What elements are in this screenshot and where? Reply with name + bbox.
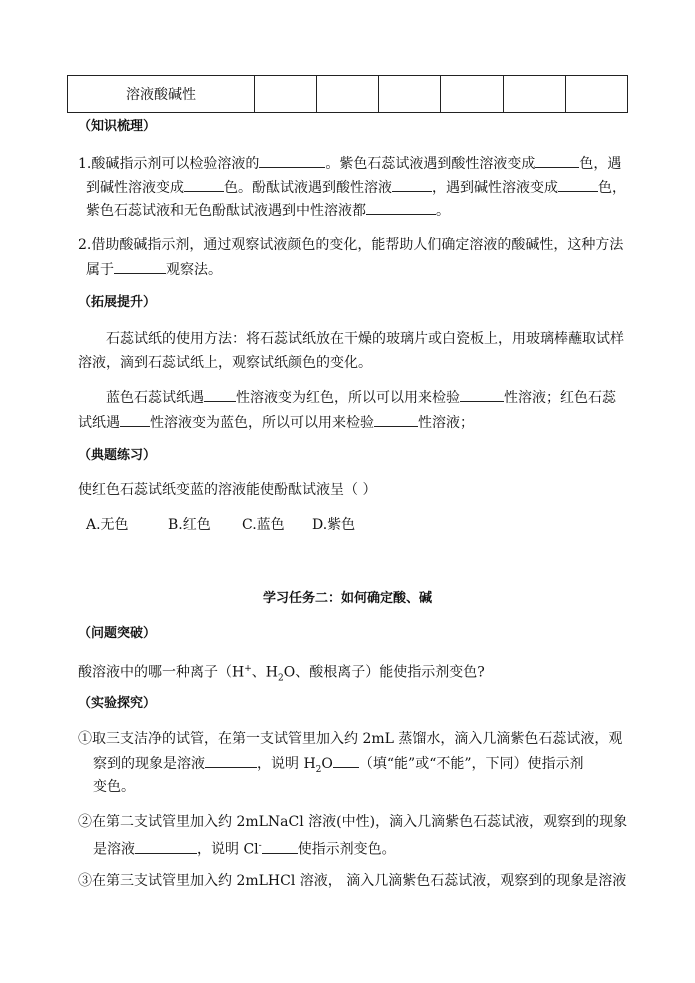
- option-b: B.红色: [168, 517, 211, 533]
- knowledge-p2-line1: 2.借助酸碱指示剂，通过观察试液颜色的变化，能帮助人们确定溶液的酸碱性，这种方法: [78, 237, 624, 253]
- knowledge-p1-line3: 紫色石蕊试液和无色酚酞试液遇到中性溶液都 。: [86, 200, 450, 221]
- problem-question: 酸溶液中的哪一种离子（H+、$H_2O$、酸根离子）能使指示剂变色?: [78, 664, 485, 684]
- answer-blank: [262, 839, 298, 854]
- table-cell: [441, 76, 503, 113]
- section-heading-problem: （问题突破）: [78, 626, 157, 641]
- answer-blank: [460, 387, 504, 402]
- answer-blank: [333, 753, 359, 768]
- answer-blank: [558, 177, 598, 192]
- table-cell: [379, 76, 441, 113]
- extension-p2-line1: 蓝色石蕊试纸遇 性溶液变为红色，所以可以用来检验 性溶液；红色石蕊: [106, 387, 616, 408]
- answer-blank: [204, 387, 236, 402]
- option-a: A.无色: [86, 517, 129, 533]
- extension-p1-line1: 石蕊试纸的使用方法：将石蕊试纸放在干燥的玻璃片或白瓷板上，用玻璃棒蘸取试样: [106, 331, 624, 347]
- practice-question: 使红色石蕊试纸变蓝的溶液能使酚酞试液呈（ ）: [78, 482, 377, 498]
- section-heading-experiment: （实验探究）: [78, 696, 157, 711]
- section-heading-knowledge: （知识梳理）: [78, 119, 157, 134]
- answer-blank: [366, 200, 436, 215]
- extension-p2-line2: 试纸遇 性溶液变为蓝色，所以可以用来检验 性溶液；: [78, 412, 474, 433]
- answer-blank: [374, 412, 418, 427]
- answer-blank: [259, 153, 325, 168]
- answer-blank: [392, 177, 432, 192]
- section-heading-extension: （拓展提升）: [78, 295, 157, 310]
- table-cell: [565, 76, 627, 113]
- knowledge-p1-line1: 1.酸碱指示剂可以检验溶液的 。紫色石蕊试液遇到酸性溶液变成 色，遇: [78, 153, 621, 174]
- knowledge-p1-line2: 到碱性溶液变成 色。酚酞试液遇到酸性溶液 ，遇到碱性溶液变成 色，: [86, 177, 626, 198]
- experiment1-line3: 变色。: [93, 779, 135, 795]
- table-cell: [317, 76, 379, 113]
- acid-base-table: [67, 75, 628, 113]
- table-cell: [255, 76, 317, 113]
- experiment1-line1: ①取三支洁净的试管，在第一支试管里加入约 2mL 蒸馏水，滴入几滴紫色石蕊试液，观: [78, 731, 623, 747]
- experiment1-line2: 察到的现象是溶液 ，说明 $H_2O$ （填“能”或“不能”，下同）使指示剂: [93, 753, 584, 780]
- experiment2-line1: ②在第二支试管里加入约 2mLNaCl 溶液(中性)，滴入几滴紫色石蕊试液，观察到的现象: [78, 814, 628, 830]
- answer-blank: [205, 753, 257, 768]
- task2-title: 学习任务二：如何确定酸、碱: [262, 591, 432, 606]
- answer-blank: [184, 177, 224, 192]
- experiment3-line1: ③在第三支试管里加入约 2mLHCl 溶液， 滴入几滴紫色石蕊试液，观察到的现象是溶液: [78, 873, 627, 889]
- section-heading-practice: （典题练习）: [78, 448, 157, 463]
- experiment2-line2: 是溶液 ，说明 Cl- 使指示剂变色。: [93, 836, 396, 860]
- answer-blank: [120, 412, 150, 427]
- extension-p1-line2: 溶液，滴到石蕊试纸上，观察试纸颜色的变化。: [78, 355, 372, 371]
- option-c: C.蓝色: [242, 517, 285, 533]
- table-row: [68, 76, 628, 113]
- answer-blank: [535, 153, 579, 168]
- answer-blank: [135, 839, 197, 854]
- table-cell: [503, 76, 565, 113]
- table-row-label: 溶液酸碱性: [68, 76, 255, 113]
- answer-blank: [114, 259, 166, 274]
- knowledge-p2-line2: 属于 观察法。: [86, 259, 222, 280]
- option-d: D.紫色: [312, 517, 356, 533]
